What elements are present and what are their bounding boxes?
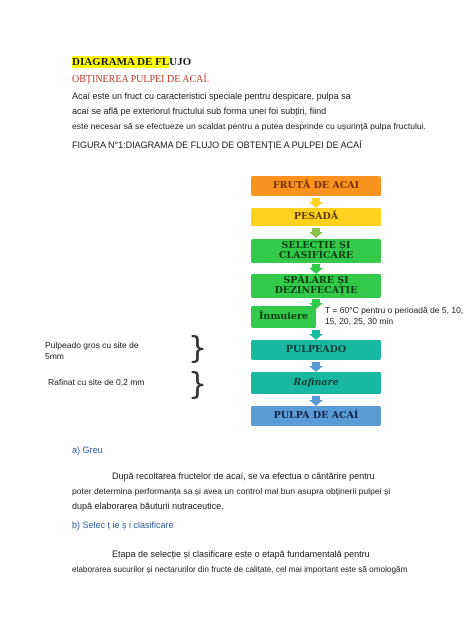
step-rafinare: Rafinare <box>251 372 381 394</box>
title-rest: UJO <box>169 56 192 68</box>
arrow-down-icon <box>309 362 323 372</box>
document-subtitle: OBȚINEREA PULPEI DE ACAÍ. <box>72 74 210 85</box>
arrow-down-icon <box>309 198 323 208</box>
arrow-down-icon <box>309 396 323 406</box>
intro-line-2: acaí se află pe exteriorul fructului sub forma unei foi subțiri, fiind <box>72 106 327 116</box>
step-inmuiere: Înmuiere <box>251 306 316 328</box>
arrow-down-icon <box>309 330 323 340</box>
pulping-note-text: Pulpeado gros cu site de 5mm <box>45 340 139 361</box>
title-highlighted-part: DIAGRAMA DE FL <box>72 56 170 68</box>
section-b-line-1: Etapa de selecție și clasificare este o etapă fundamentală pentru <box>112 549 370 559</box>
step-selectie-clasificare: SELECȚIE ȘI CLASIFICARE <box>251 239 381 263</box>
refining-note: Rafinat cu site de 0,2 mm <box>48 377 145 387</box>
section-a-line-2: poter determina performanța sa și avea un control mai bun asupra obținerii pulpei și <box>72 486 391 496</box>
section-a-line-1: După recoltarea fructelor de acaí, se va efectua o cântărire pentru <box>112 471 375 481</box>
step-pulpeado: PULPEADO <box>251 340 381 360</box>
step-fruta-de-acai: FRUTĂ DE ACAI <box>251 176 381 196</box>
figure-caption: FIGURA N°1:DIAGRAMA DE FLUJO DE OBTENȚIE A PULPEI DE ACAÍ <box>72 140 362 150</box>
pulping-note <box>45 340 150 362</box>
intro-line-3: este necesar să se efectueze un scaldat pentru a putea desprinde cu ușurință pulpa fructului. <box>72 121 427 131</box>
brace-icon: } <box>188 367 208 402</box>
section-b-line-2: elaborarea sucurilor și nectarurilor din fructe de calitate, cel mai important este să omologăm <box>72 565 408 574</box>
section-a-heading: a) Greu <box>72 445 103 455</box>
step-pesada: PESADĂ <box>251 208 381 226</box>
soaking-note: T = 60°C pentru o perioadă de 5, 10, 15, 20, 25, 30 min <box>325 305 464 326</box>
document-title <box>72 56 191 68</box>
section-b-heading: b) Selec ț ie ș i clasificare <box>72 520 174 530</box>
step-spalare-dezinfectie: SPĂLARE ȘI DEZINFECAȚIE <box>251 274 381 298</box>
arrow-down-icon <box>309 228 323 238</box>
brace-icon: } <box>188 331 208 366</box>
step-pulpa-de-acai: PULPA DE ACAÍ <box>251 406 381 426</box>
arrow-down-icon <box>309 264 323 274</box>
section-a-line-3: după elaborarea băuturii nutraceutice. <box>72 501 224 511</box>
intro-line-1: Acaí este un fruct cu caracteristici speciale pentru despicare, pulpa sa <box>72 91 351 101</box>
